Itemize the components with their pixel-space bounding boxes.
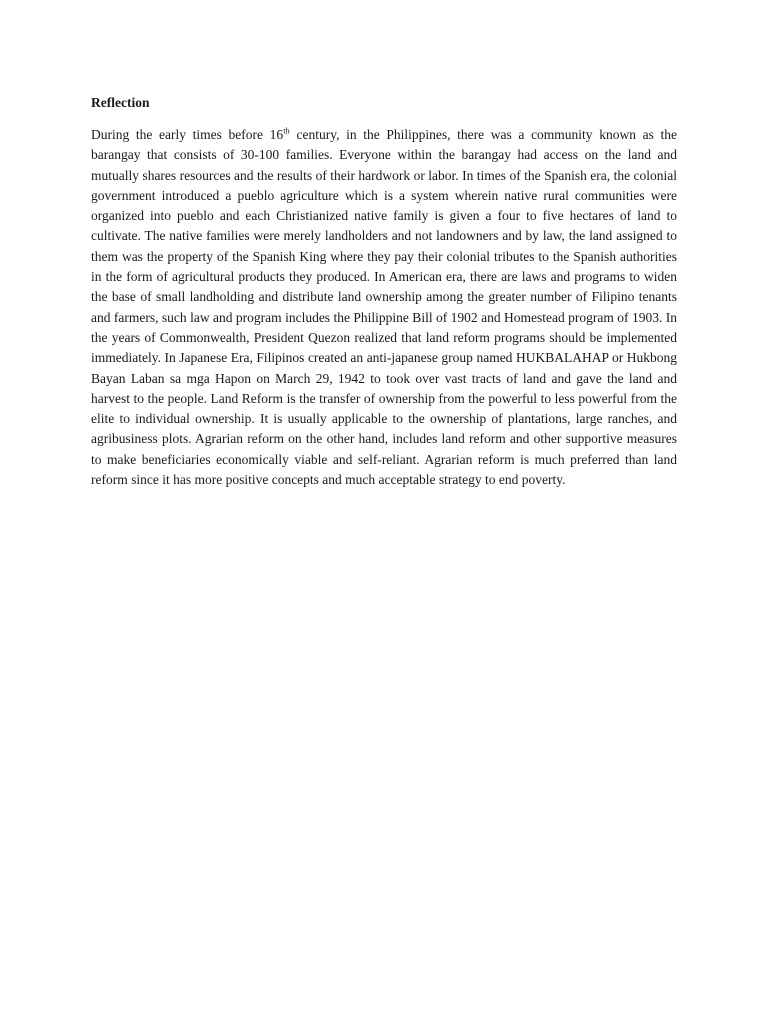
paragraph-lead: During the early times before 16 xyxy=(91,127,284,142)
paragraph-rest: century, in the Philippines, there was a community known as the barangay that consists of 30-100 families. Everyone within the barangay had access on the land and mutually shares resources and the results of their hardwork or labor. In times of the Spanish era, the colonial government introduced a pueblo agriculture which is a system wherein native rural communities were organized into pueblo and each Christianized native family is given a four to five hectares of land to cultivate. The native families were merely landholders and not landowners and by law, the land assigned to them was the property of the Spanish King where they pay their colonial tributes to the Spanish authorities in the form of agricultural products they produced. In American era, there are laws and programs to widen the base of small landholding and distribute land ownership among the greater number of Filipino tenants and farmers, such law and program includes the Philippine Bill of 1902 and Homestead program of 1903. In the years of Commonwealth, President Quezon realized that land reform programs should be implemented immediately. In Japanese Era, Filipinos created an anti-japanese group named HUKBALAHAP or Hukbong Bayan Laban sa mga Hapon on March 29, 1942 to took over vast tracts of land and gave the land and harvest to the people. Land Reform is the transfer of ownership from the powerful to less powerful from the elite to individual ownership. It is usually applicable to the ownership of plantations, large ranches, and agribusiness plots. Agrarian reform on the other hand, includes land reform and other supportive measures to make beneficiaries economically viable and self-reliant. Agrarian reform is much preferred than land reform since it has more positive concepts and much acceptable strategy to end poverty. xyxy=(91,127,677,488)
ordinal-superscript: th xyxy=(283,125,290,136)
document-heading: Reflection xyxy=(91,95,150,110)
reflection-paragraph xyxy=(91,125,677,490)
